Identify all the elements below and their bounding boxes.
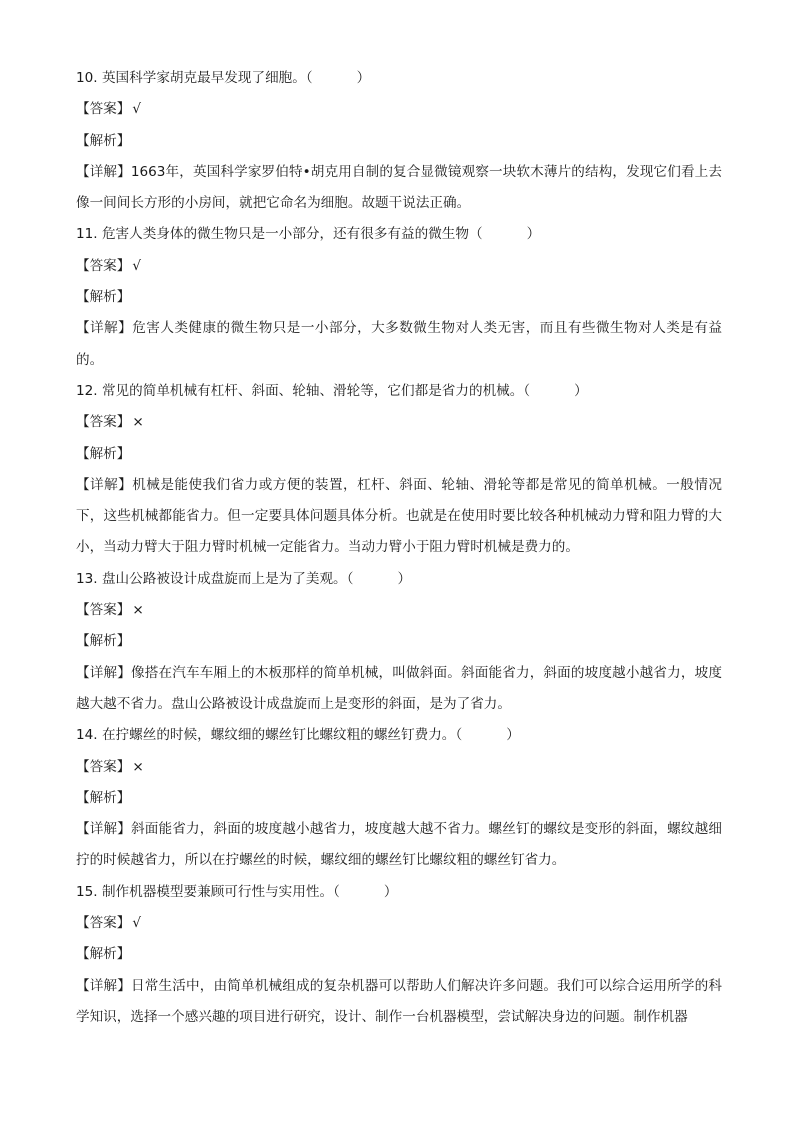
detail-text: 1663年，英国科学家罗伯特•胡克用自制的复合显微镜观察一块软木薄片的结构，发现它们看上去像一间间长方形的小房间，就把它命名为细胞。故题干说法正确。 — [76, 163, 722, 212]
answer-mark: × — [132, 602, 144, 619]
question-12 — [76, 376, 722, 564]
answer-label: 【答案】 — [76, 602, 131, 619]
paren-close: ） — [383, 883, 398, 900]
question-number: 13. — [76, 570, 98, 587]
detail-text: 像搭在汽车车厢上的木板那样的简单机械，叫做斜面。斜面能省力，斜面的坡度越小越省力，坡度越大越不省力。盘山公路被设计成盘旋而上是变形的斜面，是为了省力。 — [76, 664, 723, 712]
detail-text: 斜面能省力，斜面的坡度越小越省力，坡度越大越不省力。螺丝钉的螺纹是变形的斜面，螺纹越细拧的时候越省力，所以在拧螺丝的时候，螺纹细的螺丝钉比螺纹粗的螺丝钉省力。 — [76, 821, 723, 869]
analysis-line — [76, 126, 722, 157]
detail-label: 【详解】 — [76, 821, 131, 838]
analysis-label: 【解析】 — [76, 289, 131, 306]
question-text: 危害人类身体的微生物只是一小部分，还有很多有益的微生物 — [101, 226, 469, 243]
answer-label: 【答案】 — [76, 915, 131, 932]
question-text: 常见的简单机械有杠杆、斜面、轮轴、滑轮等，它们都是省力的机械。 — [101, 382, 524, 399]
analysis-label: 【解析】 — [76, 445, 131, 462]
answer-label: 【答案】 — [76, 758, 131, 775]
analysis-line — [76, 439, 722, 470]
analysis-line — [76, 626, 722, 657]
answer-label: 【答案】 — [76, 257, 131, 274]
answer-label: 【答案】 — [76, 101, 131, 118]
question-number: 14. — [76, 727, 98, 744]
analysis-label: 【解析】 — [76, 789, 131, 806]
question-number: 11. — [76, 226, 98, 243]
paren-close: ） — [574, 382, 588, 399]
detail-paragraph — [76, 157, 722, 220]
question-number: 15. — [76, 883, 98, 900]
detail-paragraph — [76, 814, 722, 877]
question-line — [76, 63, 722, 94]
question-text: 盘山公路被设计成盘旋而上是为了美观。 — [101, 570, 347, 587]
answer-label: 【答案】 — [76, 414, 131, 431]
detail-paragraph — [76, 313, 722, 376]
detail-label: 【详解】 — [76, 320, 133, 337]
detail-text: 危害人类健康的微生物只是一小部分，大多数微生物对人类无害，而且有些微生物对人类是有益的。 — [76, 320, 723, 368]
answer-line — [76, 94, 722, 125]
answer-line — [76, 908, 722, 939]
analysis-label: 【解析】 — [76, 633, 131, 650]
question-15 — [76, 877, 722, 1033]
analysis-line — [76, 783, 722, 814]
answer-line — [76, 595, 722, 626]
detail-label: 【详解】 — [76, 476, 133, 493]
answer-mark: × — [132, 758, 144, 775]
question-number: 10. — [76, 70, 98, 86]
detail-label: 【详解】 — [76, 664, 131, 681]
detail-paragraph — [76, 470, 722, 564]
paren-open: （ — [455, 727, 463, 744]
answer-mark: √ — [132, 101, 142, 118]
paren-open: （ — [305, 70, 313, 86]
answer-line — [76, 407, 722, 438]
paren-close: ） — [356, 70, 371, 86]
paren-close: ） — [397, 570, 412, 587]
answer-mark: √ — [132, 915, 142, 932]
detail-paragraph — [76, 658, 722, 721]
paren-open: （ — [333, 883, 340, 900]
paren-close: ） — [506, 727, 520, 744]
detail-label: 【详解】 — [76, 977, 131, 994]
question-text: 在拧螺丝的时候，螺纹细的螺丝钉比螺纹粗的螺丝钉费力。 — [101, 727, 456, 744]
detail-text: 机械是能使我们省力或方便的装置，杠杆、斜面、轮轴、滑轮等都是常见的简单机械。一般情况下，这些机械都能省力。但一定要具体问题具体分析。也就是在使用时要比较各种机械动力臂和阻力臂的大小，当动力臂大于阻力臂时机械一定能省力。当动力臂小于阻力臂时机械是费力的。 — [76, 476, 723, 556]
question-line — [76, 376, 722, 407]
detail-text: 日常生活中，由简单机械组成的复杂机器可以帮助人们解决许多问题。我们可以综合运用所学的科学知识，选择一个感兴趣的项目进行研究，设计、制作一台机器模型，尝试解决身边的问题。制作机器 — [76, 977, 723, 1025]
paren-open: （ — [523, 382, 531, 399]
question-11 — [76, 219, 722, 375]
question-line — [76, 219, 722, 250]
question-line — [76, 720, 722, 751]
analysis-line — [76, 939, 722, 970]
answer-line — [76, 752, 722, 783]
detail-label: 【详解】 — [76, 163, 131, 180]
analysis-label: 【解析】 — [76, 132, 131, 149]
paren-open: （ — [468, 226, 483, 243]
answer-mark: √ — [132, 257, 142, 274]
detail-paragraph — [76, 971, 722, 1034]
answer-mark: × — [132, 414, 144, 431]
analysis-label: 【解析】 — [76, 946, 131, 963]
question-line — [76, 877, 722, 908]
question-line — [76, 564, 722, 595]
question-text: 制作机器模型要兼顾可行性与实用性。 — [101, 883, 334, 900]
question-text: 英国科学家胡克最早发现了细胞。 — [101, 70, 306, 86]
question-list — [76, 63, 722, 1033]
paren-close: ） — [526, 226, 541, 243]
question-14 — [76, 720, 722, 876]
question-10 — [76, 63, 722, 219]
question-number: 12. — [76, 382, 98, 399]
answer-line — [76, 251, 722, 282]
analysis-line — [76, 282, 722, 313]
question-13 — [76, 564, 722, 720]
paren-open: （ — [346, 570, 354, 587]
